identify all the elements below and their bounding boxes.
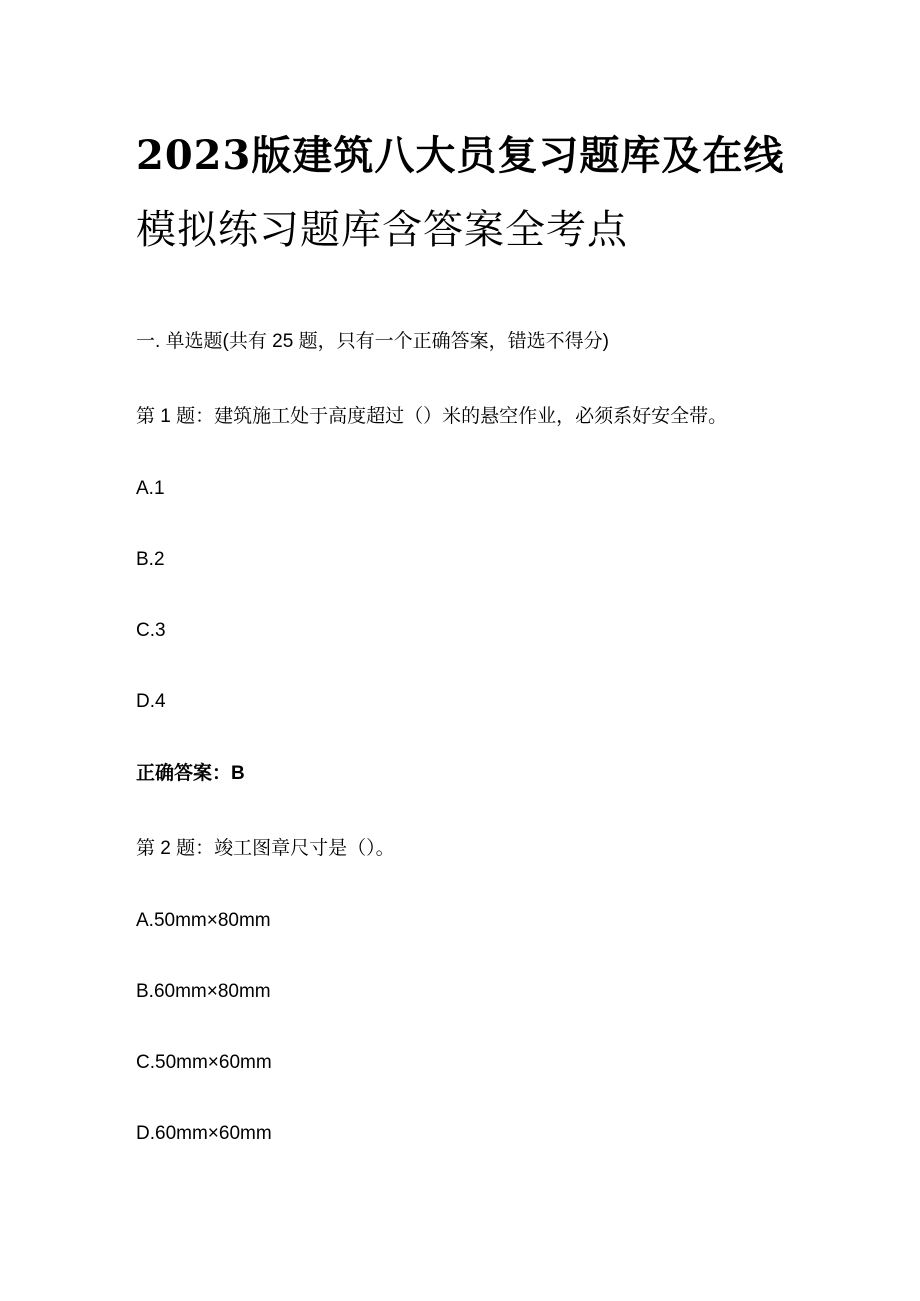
question-1-option-a: A.1 <box>136 478 165 499</box>
question-1-option-c: C.3 <box>136 620 166 641</box>
question-2-option-c: C.50mm×60mm <box>136 1052 272 1073</box>
question-2-option-a: A.50mm×80mm <box>136 910 271 931</box>
question-1-option-b: B.2 <box>136 549 165 570</box>
question-2-option-b: B.60mm×80mm <box>136 981 271 1002</box>
question-2-option-d: D.60mm×60mm <box>136 1123 272 1144</box>
question-1-option-d: D.4 <box>136 691 166 712</box>
question-1-stem: 第 1 题：建筑施工处于高度超过（）米的悬空作业，必须系好安全带。 <box>136 406 728 427</box>
question-2-stem: 第 2 题：竣工图章尺寸是（）。 <box>136 838 395 859</box>
question-1-answer: 正确答案：B <box>136 763 245 784</box>
section-header: 一. 单选题(共有 25 题，只有一个正确答案，错选不得分) <box>136 331 609 352</box>
document-title-line-2: 模拟练习题库含答案全考点 <box>136 207 628 253</box>
document-title-line-1: 2023版建筑八大员复习题库及在线 <box>136 132 785 179</box>
